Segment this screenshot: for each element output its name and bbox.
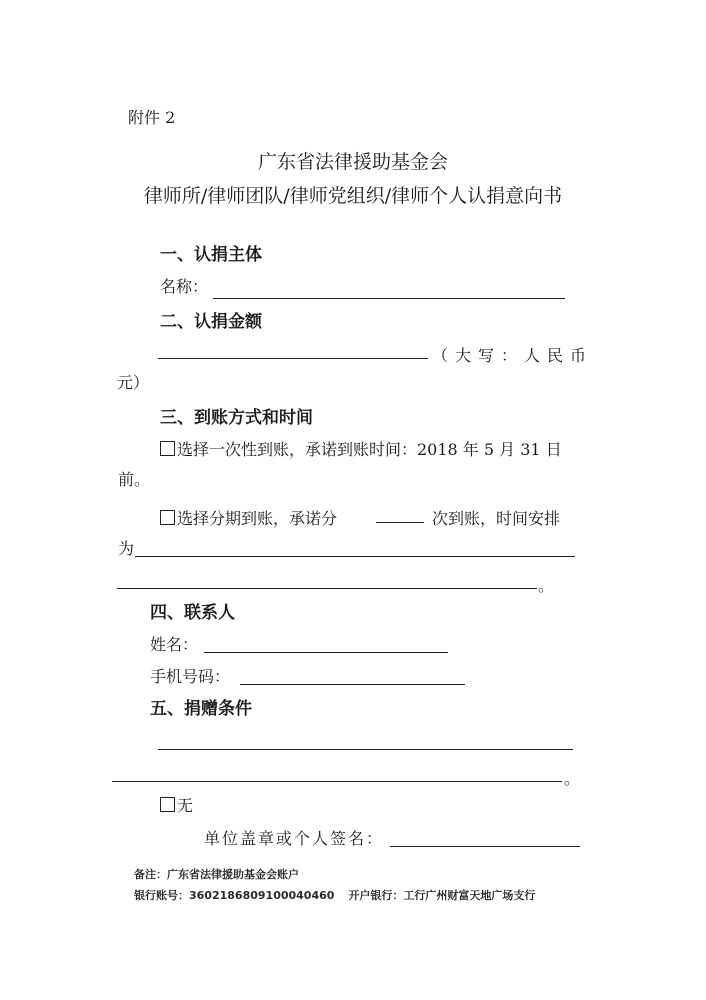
lump-sum-text-cont: 前。 — [118, 470, 151, 489]
conditions-field-2[interactable] — [112, 781, 562, 782]
contact-name-label: 姓名： — [150, 635, 199, 654]
note-line-1: 备注：广东省法律援助基金会账户 — [134, 868, 299, 881]
conditions-field-1[interactable] — [158, 749, 573, 750]
none-text: 无 — [177, 796, 194, 815]
section-3-heading: 三、到账方式和时间 — [160, 408, 313, 428]
conditions-period: 。 — [564, 769, 581, 788]
lump-sum-checkbox[interactable] — [160, 441, 175, 456]
attachment-label: 附件 2 — [128, 108, 176, 127]
amount-field[interactable] — [158, 358, 428, 359]
title-line-1: 广东省法律援助基金会 — [257, 151, 448, 173]
option-none[interactable] — [160, 793, 193, 816]
section-2-heading: 二、认捐金额 — [160, 312, 262, 332]
option-installment[interactable] — [160, 506, 337, 529]
schedule-field-1[interactable] — [135, 556, 575, 557]
schedule-period: 。 — [538, 576, 555, 595]
bank-label: 开户银行： — [348, 889, 404, 902]
schedule-field-2[interactable] — [117, 588, 537, 589]
note-line-2 — [134, 887, 535, 903]
account-label: 银行账号： — [134, 889, 189, 902]
lump-sum-text: 选择一次性到账，承诺到账时间：2018 年 5 月 31 日 — [177, 440, 562, 459]
contact-phone-field[interactable] — [240, 684, 465, 685]
installment-text-3: 为 — [118, 539, 135, 558]
subject-name-label: 名称： — [160, 277, 209, 296]
installment-text-2: 次到账，时间安排 — [432, 509, 561, 528]
installment-text-1: 选择分期到账，承诺分 — [177, 509, 338, 528]
contact-name-field[interactable] — [204, 652, 448, 653]
contact-phone-label: 手机号码： — [150, 667, 231, 686]
section-1-heading: 一、认捐主体 — [160, 245, 262, 265]
bank-name: 工行广州财富天地广场支行 — [403, 889, 536, 902]
section-5-heading: 五、捐赠条件 — [150, 699, 252, 719]
amount-suffix: （大写：人民币 — [432, 346, 594, 365]
none-checkbox[interactable] — [160, 797, 175, 812]
installment-checkbox[interactable] — [160, 510, 175, 525]
installment-count-field[interactable] — [376, 522, 424, 523]
section-4-heading: 四、联系人 — [150, 603, 235, 623]
title-line-2: 律师所/律师团队/律师党组织/律师个人认捐意向书 — [143, 185, 563, 207]
signature-label: 单位盖章或个人签名： — [204, 829, 385, 848]
subject-name-field[interactable] — [213, 298, 565, 299]
amount-unit: 元） — [117, 373, 150, 392]
option-lump-sum[interactable] — [160, 437, 562, 460]
signature-field[interactable] — [390, 846, 580, 847]
account-number: 3602186809100040460 — [189, 889, 335, 902]
